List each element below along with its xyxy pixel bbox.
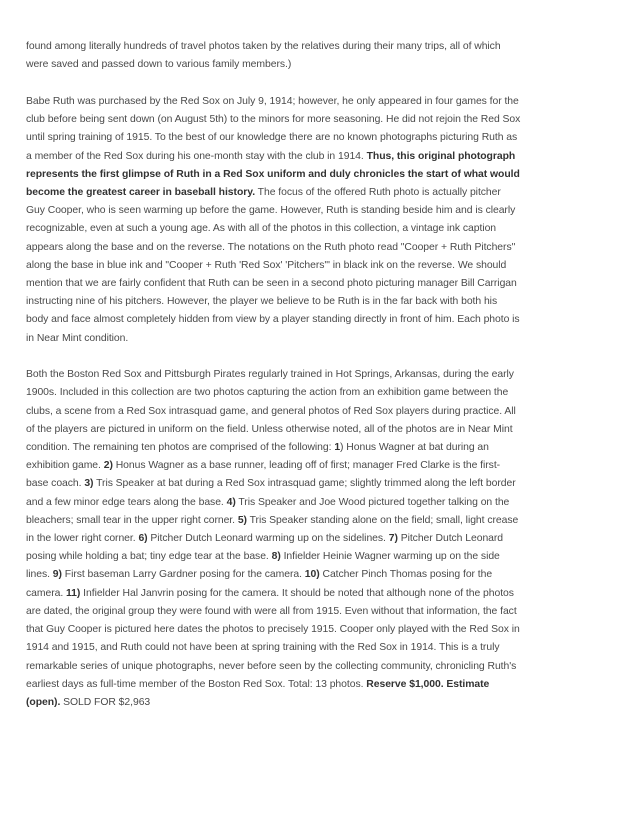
- paragraph: [26, 93, 522, 348]
- bold-text: 3): [84, 478, 94, 490]
- text-segment: Tris Speaker at bat during a Red Sox intrasquad game; slightly trimmed along the left border and a few minor edge tears along the base.: [26, 478, 516, 508]
- text-segment: First baseman Larry Gardner posing for the camera.: [61, 569, 305, 581]
- text-segment: SOLD FOR $2,963: [60, 696, 151, 708]
- text-segment: Pitcher Dutch Leonard warming up on the sidelines.: [147, 533, 389, 545]
- bold-text: 11): [66, 587, 81, 599]
- text-segment: ) Honus Wagner at bat during an exhibition game.: [26, 442, 489, 472]
- paragraph: [26, 38, 522, 74]
- text-segment: Infielder Hal Janvrin posing for the camera. It should be noted that although none of the photos are dated, the original group they were found with were all from 1915. Even without that information, the fact that Guy Cooper is pictured here dates the photos to precisely 1915. Cooper only played with the Red Sox in 1914 and 1915, and Ruth could not have been at spring training with the Red Sox in 1914. This is a truly remarkable series of unique photographs, never before seen by the collecting community, chronicling Ruth's earliest days as full-time member of the Boston Red Sox. Total: 13 photos.: [26, 587, 520, 690]
- bold-text: 7): [388, 533, 398, 545]
- bold-text: Reserve $1,000. Estimate (open).: [26, 678, 490, 708]
- text-segment: Babe Ruth was purchased by the Red Sox on July 9, 1914; however, he only appeared in four games for the club before being sent down (on August 5th) to the minors for more seasoning. He did not rejoin the Red Sox until spring training of 1915. To the best of our knowledge there are no known photographs picturing Ruth as a member of the Red Sox during his one-month stay with the club in 1914.: [26, 95, 521, 162]
- bold-text: 1: [334, 442, 341, 454]
- bold-text: 2): [103, 460, 113, 472]
- text-segment: Tris Speaker and Joe Wood pictured together talking on the bleachers; small tear in the upper right corner.: [26, 496, 510, 526]
- text-segment: The focus of the offered Ruth photo is actually pitcher Guy Cooper, who is seen warming up before the game. However, Ruth is standing beside him and is clearly recognizable, even at such a young age. As with all of the photos in this collection, a vintage ink caption appears along the base and on the reverse. The notations on the Ruth photo read "Cooper + Ruth Pitchers" along the base in blue ink and "Cooper + Ruth 'Red Sox' 'Pitchers'" in black ink on the reverse. We should mention that we are fairly confident that Ruth can be seen in a second photo picturing manager Bill Carrigan instructing nine of his pitchers. However, the player we believe to be Ruth is in the far back with both his body and face almost completely hidden from view by a player standing directly in front of him. Each photo is in Near Mint condition.: [26, 186, 520, 344]
- text-segment: Both the Boston Red Sox and Pittsburgh Pirates regularly trained in Hot Springs, Arkansas, during the early 1900s. Included in this collection are two photos capturing the action from an exhibition game between the clubs, a scene from a Red Sox intrasquad game, and general photos of Red Sox players during practice. All of the players are pictured in uniform on the field. Unless otherwise noted, all of the photos are in Near Mint condition. The remaining ten photos are comprised of the following:: [26, 369, 516, 454]
- bold-text: 4): [226, 496, 236, 508]
- text-segment: Infielder Heinie Wagner warming up on the side lines.: [26, 551, 500, 581]
- bold-text: 10): [304, 569, 320, 581]
- lot-description: [26, 38, 522, 731]
- text-segment: found among literally hundreds of travel photos taken by the relatives during their many trips, all of which were saved and passed down to various family members.): [26, 41, 501, 71]
- bold-text: Thus, this original photograph represents the first glimpse of Ruth in a Red Sox uniform and duly chronicles the start of what would become the greatest career in baseball history.: [26, 150, 520, 198]
- text-segment: Pitcher Dutch Leonard posing while holding a bat; tiny edge tear at the base.: [26, 533, 504, 563]
- text-segment: Honus Wagner as a base runner, leading off of first; manager Fred Clarke is the first-base coach.: [26, 460, 501, 490]
- bold-text: 5): [237, 514, 247, 526]
- bold-text: 9): [52, 569, 62, 581]
- text-segment: Catcher Pinch Thomas posing for the camera.: [26, 569, 493, 599]
- text-segment: Tris Speaker standing alone on the field; small, light crease in the lower right corner.: [26, 514, 519, 545]
- bold-text: 6): [138, 533, 148, 545]
- bold-text: 8): [271, 551, 281, 563]
- paragraph: [26, 366, 522, 712]
